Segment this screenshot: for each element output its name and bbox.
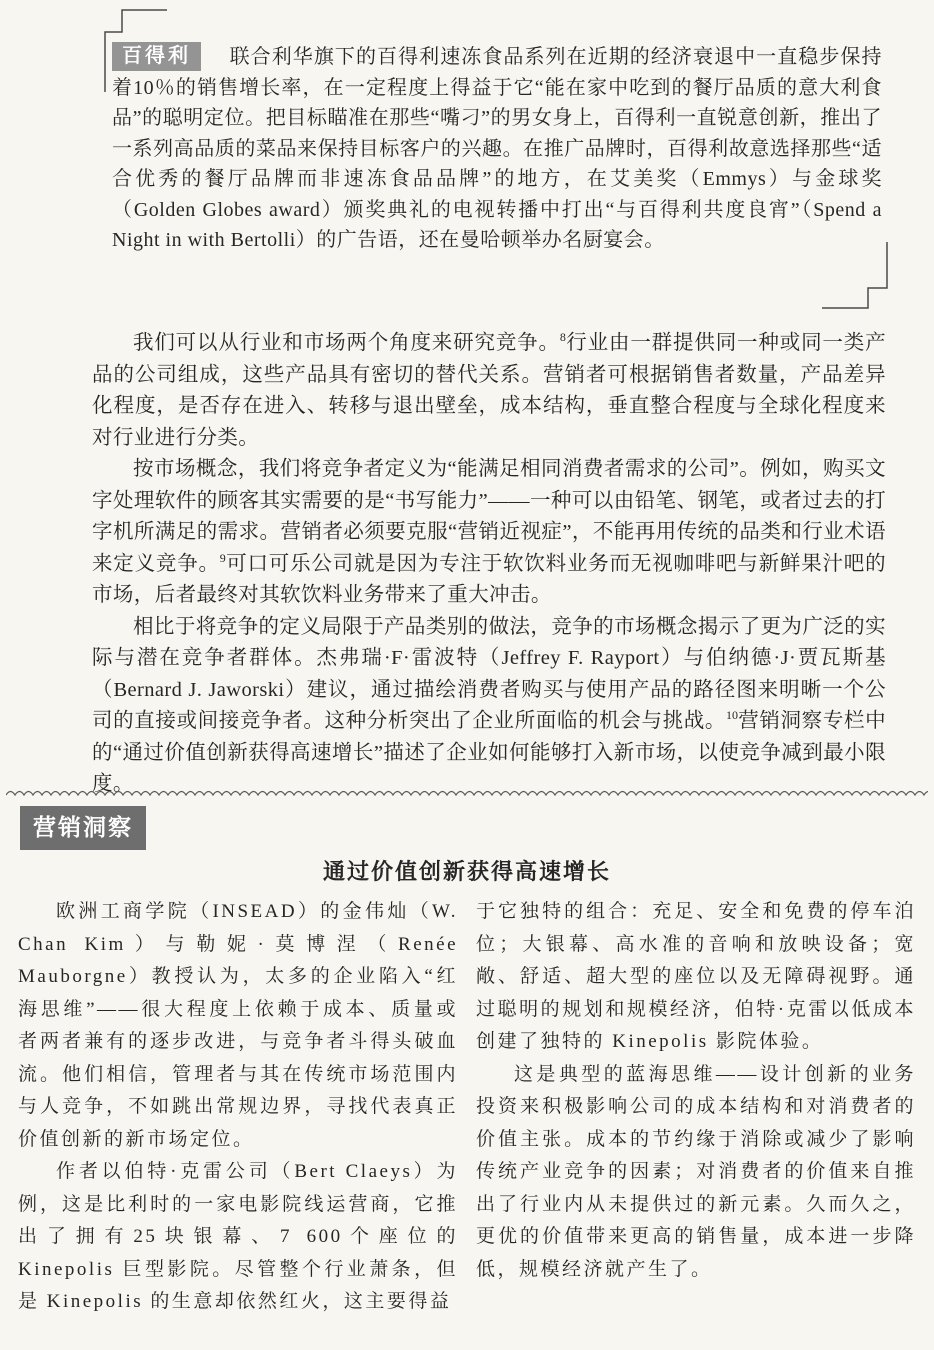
insight-paragraph-continuation: 于它独特的组合：充足、安全和免费的停车泊位；大银幕、高水准的音响和放映设备；宽敞、舒适、超大型的座位以及无障碍视野。通过聪明的规划和规模经济，伯特·克雷以低成本创建了独特的 Kinepolis 影院体验。 [476, 901, 916, 1052]
body-section [92, 328, 886, 801]
insight-left-column [18, 896, 458, 1319]
paragraph-text: 可口可乐公司就是因为专注于软饮料业务而无视咖啡吧与新鲜果汁吧的市场，后者最终对其软饮料业务带来了重大冲击。 [92, 552, 887, 606]
insight-title: 通过价值创新获得高速增长 [322, 859, 611, 884]
paragraph-text: 我们可以从行业和市场两个角度来研究竞争。 [133, 332, 560, 354]
vignette-paragraph [112, 42, 882, 256]
insight-paragraph: 欧洲工商学院（INSEAD）的金伟灿（W. Chan Kim）与勒妮·莫博涅（Renée Mauborgne）教授认为，太多的企业陷入“红海思维”——很大程度上依赖于成本、质量或者两者兼有的逐步改进，与竞争者斗得头破血流。他们相信，管理者与其在传统市场范围内与人竞争，不如跳出常规边界，寻找代表真正价值创新的新市场定位。 [18, 901, 458, 1150]
paragraph-text: 行业由一群提供同一种或同一类产品的公司组成，这些产品具有密切的替代关系。营销者可根据销售者数量，产品差异化程度，是否存在进入、转移与退出壁垒，成本结构，垂直整合程度与全球化程度来对行业进行分类。 [92, 332, 887, 449]
footnote-ref-9: 9 [219, 550, 226, 565]
insight-right-column [476, 896, 916, 1286]
insight-paragraph: 这是典型的蓝海思维——设计创新的业务投资来积极影响公司的成本结构和对消费者的价值主张。成本的节约缘于消除或减少了影响传统产业竞争的因素；对消费者的价值来自推出了行业内从未提供过的新元素。久而久之，更优的价值带来更高的销售量，成本进一步降低，规模经济就产生了。 [476, 1063, 916, 1280]
vignette-bertolli [112, 42, 882, 256]
vignette-label: 百得利 [112, 42, 201, 71]
wavy-divider [6, 786, 928, 802]
body-paragraph-competitors [92, 612, 886, 801]
vignette-text: 联合利华旗下的百得利速冻食品系列在近期的经济衰退中一直稳步保持着10％的销售增长率，在一定程度上得益于它“能在家中吃到的餐厅品质的意大利食品”的聪明定位。把目标瞄准在那些“嘴刁”的男女身上，百得利一直锐意创新，推出了一系列高品质的菜品来保持目标客户的兴趣。在推广品牌时，百得利故意选择那些“适合优秀的餐厅品牌而非速冻食品品牌”的地方，在艾美奖（Emmys）与金球奖（Golden Globes award）颁奖典礼的电视转播中打出“与百得利共度良宵”（Spend a Night in with Bertolli）的广告语，还在曼哈顿举办名厨宴会。 [112, 46, 882, 251]
insight-badge: 营销洞察 [20, 806, 146, 850]
insight-paragraph: 作者以伯特·克雷公司（Bert Claeys）为例，这是比利时的一家电影院线运营商，它推出了拥有25块银幕、7 600个座位的 Kinepolis 巨型影院。尽管整个行业萧条，但是 Kinepolis 的生意却依然红火，这主要得益 [18, 1161, 458, 1312]
footnote-ref-10: 10 [726, 708, 739, 723]
body-paragraph-industry [92, 328, 886, 454]
paragraph-text: 按市场概念，我们将竞争者定义为“能满足相同消费者需求的公司”。例如，购买文字处理软件的顾客其实需要的是“书写能力”——一种可以由铅笔、钢笔，或者过去的打字机所满足的需求。营销者必须要克服“营销近视症”，不能再用传统的品类和行业术语来定义竞争。 [92, 458, 886, 575]
body-paragraph-market-concept [92, 454, 886, 612]
footnote-ref-8: 8 [559, 330, 566, 345]
paragraph-text: 相比于将竞争的定义局限于产品类别的做法，竞争的市场概念揭示了更为广泛的实际与潜在竞争者群体。杰弗瑞·F·雷波特（Jeffrey F. Rayport）与伯纳德·J·贾瓦斯基（Bernard J. Jaworski）建议，通过描绘消费者购买与使用产品的路径图来明晰一个公司的直接或间接竞争者。这种分析突出了企业所面临的机会与挑战。 [92, 615, 886, 732]
paragraph-text: 营销洞察专栏中的“通过价值创新获得高速增长”描述了企业如何能够打入新市场，以使竞争减到最小限度。 [92, 710, 886, 795]
